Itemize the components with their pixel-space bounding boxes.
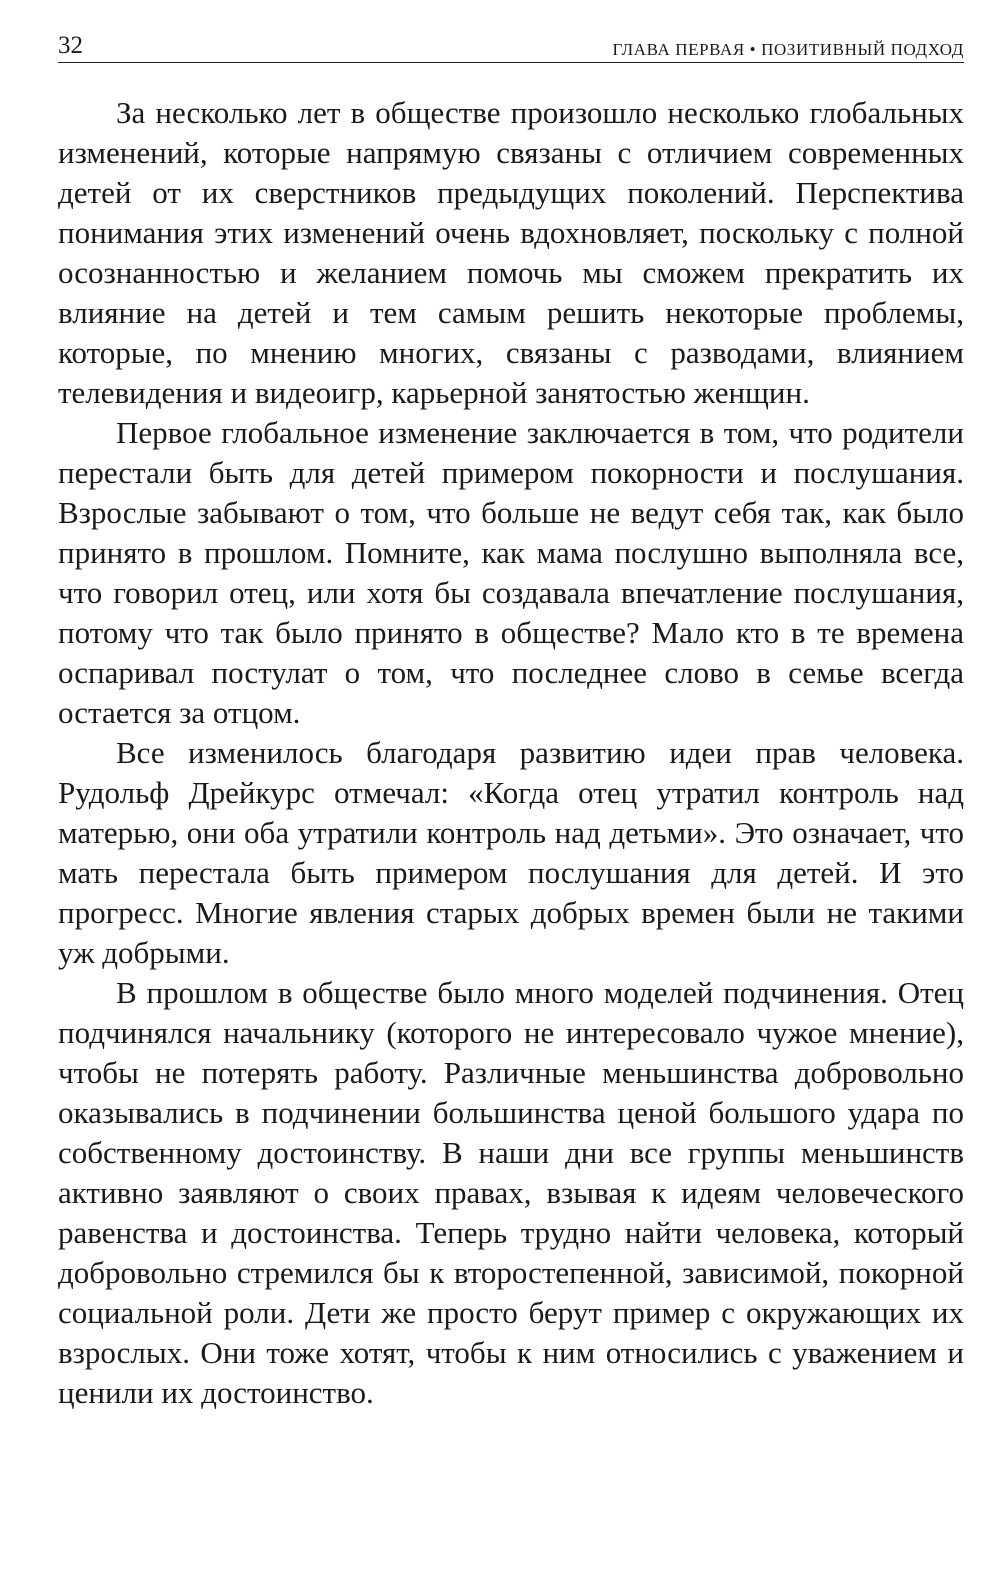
book-page	[58, 28, 964, 1413]
paragraph-1: За несколько лет в обществе произошло несколько глобальных изменений, которые напрямую связаны с отличием современных детей от их сверстников предыдущих поколений. Перспектива понимания этих изменений очень вдохновляет, поскольку с полной осознанностью и желанием помочь мы сможем прекратить их влияние на детей и тем самым решить некоторые проблемы, которые, по мнению многих, связаны с разводами, влиянием телевидения и видеоигр, карьерной занятостью женщин.	[58, 95, 964, 410]
paragraph-3: Все изменилось благодаря развитию идеи прав человека. Рудольф Дрейкурс отмечал: «Когда отец утратил контроль над матерью, они оба утратили контроль над детьми». Это означает, что мать перестала быть примером послушания для детей. И это прогресс. Многие явления старых добрых времен были не такими уж добрыми.	[58, 735, 964, 970]
page-header	[58, 28, 964, 63]
running-head: ГЛАВА ПЕРВАЯ • ПОЗИТИВНЫЙ ПОДХОД	[612, 40, 964, 59]
paragraph-4: В прошлом в обществе было много моделей подчинения. Отец подчинялся начальнику (которого не интересовало чужое мнение), чтобы не потерять работу. Различные меньшинства добровольно оказывались в подчинении большинства ценой большого удара по собственному достоинству. В наши дни все группы меньшинств активно заявляют о своих правах, взывая к идеям человеческого равенства и достоинства. Теперь трудно найти человека, который добровольно стремился бы к второстепенной, зависимой, покорной социальной роли. Дети же просто берут пример с окружающих их взрослых. Они тоже хотят, чтобы к ним относились с уважением и ценили их достоинство.	[58, 975, 964, 1410]
page-number: 32	[58, 32, 83, 59]
paragraph-2: Первое глобальное изменение заключается в том, что родители перестали быть для детей примером покорности и послушания. Взрослые забывают о том, что больше не ведут себя так, как было принято в прошлом. Помните, как мама послушно выполняла все, что говорил отец, или хотя бы создавала впечатление послушания, потому что так было принято в обществе? Мало кто в те времена оспаривал постулат о том, что последнее слово в семье всегда остается за отцом.	[58, 415, 964, 730]
body-text	[58, 93, 964, 1413]
